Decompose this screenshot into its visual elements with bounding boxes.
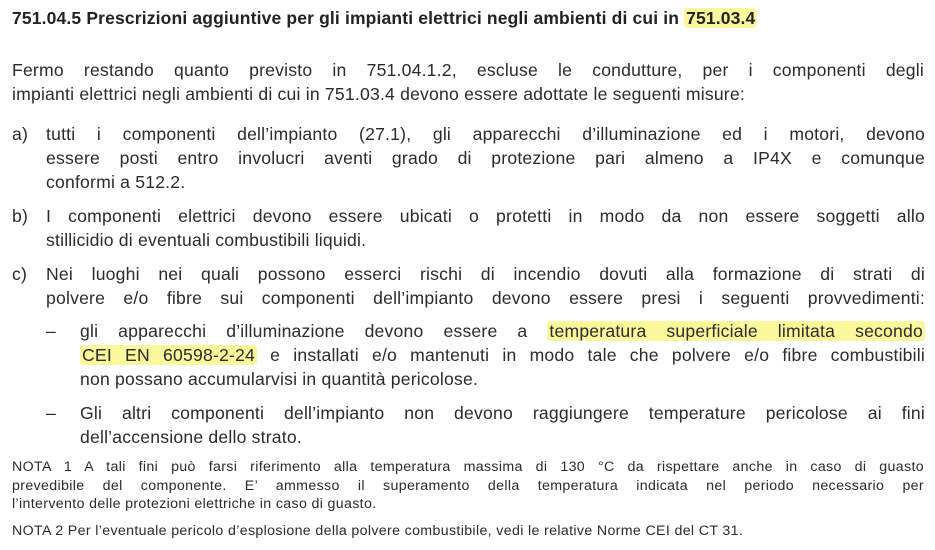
section-heading-reference: 751.03.4 (686, 8, 756, 28)
intro-line: Fermo restando quanto previsto in 751.04.1.2, escluse le condutture, per i componenti degli (12, 60, 924, 80)
sub-list-item-body (80, 319, 925, 391)
list-item-body (46, 122, 925, 194)
section-heading-text: 751.04.5 Prescrizioni aggiuntive per gli impianti elettrici negli ambienti di cui in (12, 8, 685, 28)
list-line: polvere e/o fibre sui componenti dell’impianto devono essere presi i seguenti provvedimenti: (46, 288, 925, 308)
sub-list-item-1 (46, 319, 925, 391)
list-marker: a) (12, 124, 29, 144)
dash-marker: – (46, 403, 56, 423)
sub-list-line: Gli altri componenti dell’impianto non devono raggiungere temperature pericolose ai fini (80, 403, 925, 423)
note-2 (12, 522, 924, 541)
sub-list-item-2 (46, 401, 925, 449)
sub-list-line: non possano accumularvisi in quantità pericolose. (80, 369, 479, 389)
note-line: NOTA 1 A tali fini può farsi riferimento alla temperatura massima di 130 °C da rispettare anche in caso di guasto (12, 459, 924, 475)
section-heading (12, 8, 757, 29)
list-marker: b) (12, 206, 29, 226)
list-marker: c) (12, 264, 28, 284)
list-item-body (46, 262, 925, 310)
sub-list-line: dell’accensione dello strato. (80, 427, 302, 447)
list-line: Nei luoghi nei quali possono esserci rischi di incendio dovuti alla formazione di strati di (46, 264, 925, 284)
sub-list-text: e installati e/o mantenuti in modo tale che polvere e/o fibre combustibili (257, 345, 925, 365)
list-line: stillicidio di eventuali combustibili liquidi. (46, 230, 367, 250)
intro-line: impianti elettrici negli ambienti di cui in 751.03.4 devono essere adottate le seguenti misure: (12, 84, 745, 104)
list-line: essere posti entro involucri aventi grado di protezione pari almeno a IP4X e comunque (46, 148, 925, 168)
sub-list-text: gli apparecchi d’illuminazione devono essere a (80, 321, 548, 341)
note-line: l’intervento delle protezioni elettriche in caso di guasto. (12, 496, 377, 512)
list-item-a (12, 122, 925, 194)
highlighted-standard-reference: CEI EN 60598-2-24 (82, 345, 256, 365)
highlighted-text: temperatura superficiale limitata secondo (549, 321, 923, 341)
list-item-b (12, 204, 925, 252)
sub-list-item-body (80, 401, 925, 449)
list-item-c (12, 262, 925, 310)
list-item-body (46, 204, 925, 252)
sub-list-line (80, 343, 925, 367)
dash-marker: – (46, 321, 56, 341)
list-line: conformi a 512.2. (46, 172, 186, 192)
note-line: NOTA 2 Per l’eventuale pericolo d’esplosione della polvere combustibile, vedi le relative Norme CEI del CT 31. (12, 523, 744, 539)
sub-list-line (80, 319, 925, 343)
note-line: prevedibile del componente. E’ ammesso il superamento della temperatura indicata nel periodo necessario per (12, 477, 924, 494)
intro-paragraph (12, 58, 924, 106)
list-line: I componenti elettrici devono essere ubicati o protetti in modo da non essere soggetti allo (46, 206, 925, 226)
list-line: tutti i componenti dell’impianto (27.1), gli apparecchi d’illuminazione ed i motori, devono (46, 124, 925, 144)
note-1 (12, 458, 924, 514)
